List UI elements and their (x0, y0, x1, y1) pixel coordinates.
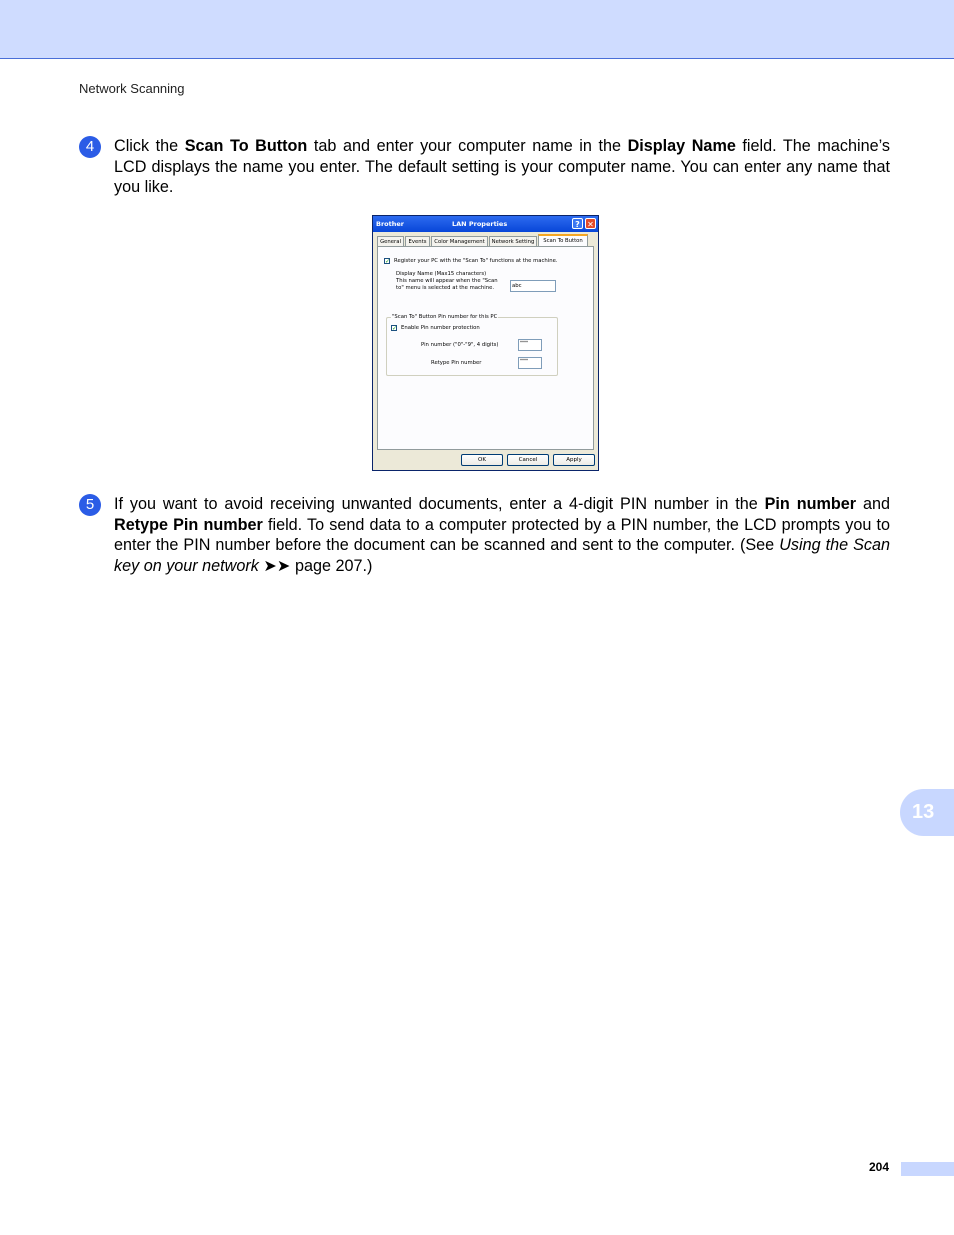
header-band (0, 0, 954, 59)
apply-button[interactable]: Apply (553, 454, 595, 466)
tab-scan-to-button[interactable]: Scan To Button (538, 234, 588, 246)
cancel-button[interactable]: Cancel (507, 454, 549, 466)
enable-pin-checkbox[interactable]: ✓ (392, 325, 398, 332)
dialog-title-brand: Brother (376, 220, 404, 228)
lan-properties-dialog (372, 215, 599, 471)
tab-general[interactable]: General (377, 236, 404, 246)
dialog-titlebar (373, 216, 598, 232)
dialog-title: LAN Properties (452, 220, 508, 228)
step-4-text: Click the Scan To Button tab and enter your computer name in the Display Name field. The machine’s LCD displays the name you enter. The default setting is your computer name. You can enter any name that you like. (114, 137, 890, 196)
pin-number-input[interactable]: **** (518, 339, 542, 351)
step-5-text: If you want to avoid receiving unwanted documents, enter a 4-digit PIN number in the Pin number and Retype Pin number field. To send data to a computer protected by a PIN number, the LCD prompts you to enter the PIN number before the document can be scanned and sent to the computer. (See Using the Scan key on your network ➤➤ page 207.) (114, 495, 891, 575)
register-label: Register your PC with the "Scan To" functions at the machine. (394, 258, 558, 264)
close-icon[interactable]: ✕ (585, 218, 596, 229)
help-icon[interactable]: ? (572, 218, 583, 229)
pin-number-label: Pin number ("0"-"9", 4 digits) (421, 342, 499, 348)
scan-to-button-panel (377, 246, 594, 450)
display-name-label: Display Name (Max15 characters) (396, 271, 487, 277)
retype-pin-input[interactable]: **** (518, 357, 542, 369)
section-title: Network Scanning (79, 81, 185, 96)
enable-pin-label: Enable Pin number protection (401, 325, 480, 331)
tab-events[interactable]: Events (405, 236, 430, 246)
ok-button[interactable]: OK (461, 454, 503, 466)
retype-pin-label: Retype Pin number (431, 360, 482, 366)
display-name-input[interactable]: abc (510, 280, 556, 292)
pin-groupbox (386, 314, 558, 376)
page-number-bar (901, 1162, 954, 1176)
tab-color-management[interactable]: Color Management (431, 236, 488, 246)
page-number: 204 (869, 1160, 890, 1174)
display-name-hint-2: to" menu is selected at the machine. (396, 285, 495, 291)
tab-network-setting[interactable]: Network Setting (489, 236, 537, 246)
display-name-hint-1: This name will appear when the "Scan (396, 278, 498, 284)
step-number-5: 5 (79, 494, 101, 516)
register-checkbox[interactable]: ✓ (385, 258, 391, 265)
step-number-4: 4 (79, 136, 101, 158)
pin-group-title: "Scan To" Button Pin number for this PC (392, 314, 498, 320)
chapter-tab: 13 (900, 789, 954, 836)
